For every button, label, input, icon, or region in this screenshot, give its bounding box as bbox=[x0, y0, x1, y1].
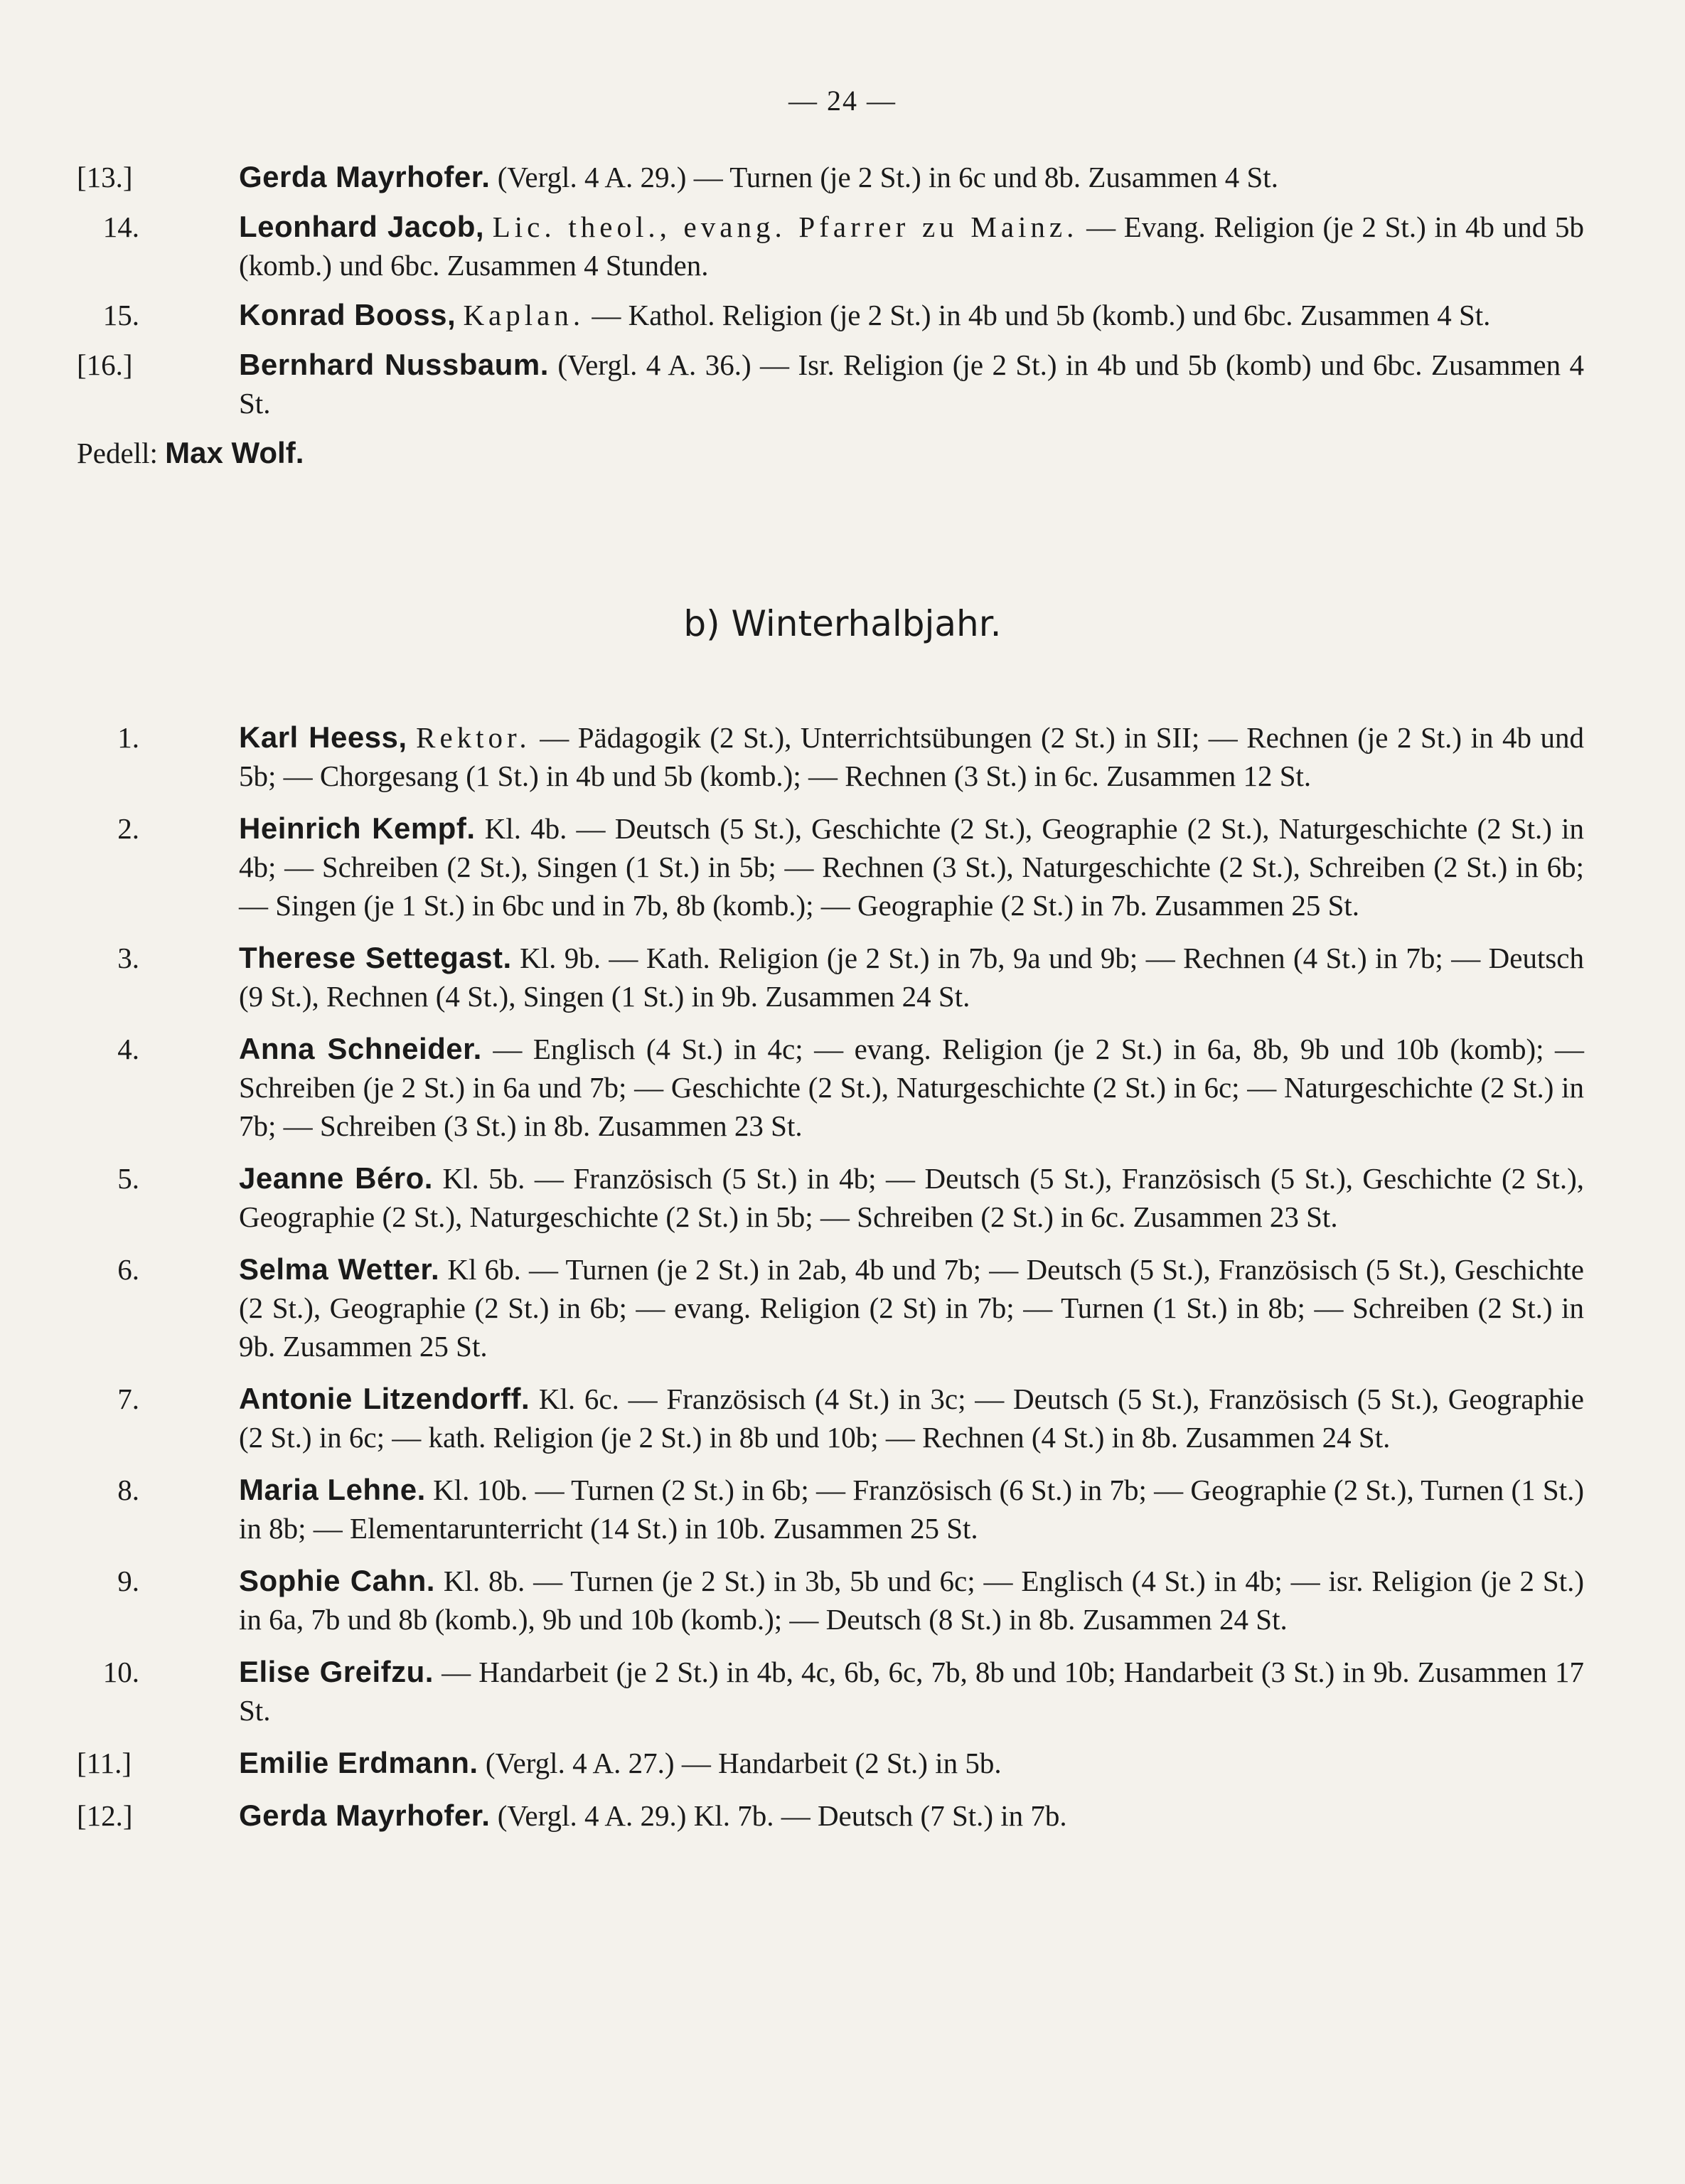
staff-entry bbox=[77, 718, 1584, 795]
staff-name: Heinrich Kempf. bbox=[239, 811, 476, 845]
pedell-line bbox=[77, 434, 1584, 472]
entry-number: [16.] bbox=[77, 348, 133, 381]
staff-entry bbox=[77, 1030, 1584, 1145]
staff-title: Kaplan. bbox=[463, 299, 585, 331]
entry-number: 1. bbox=[117, 721, 139, 754]
staff-name: Jeanne Béro. bbox=[239, 1161, 433, 1195]
staff-entry bbox=[77, 1653, 1584, 1730]
staff-entry bbox=[77, 158, 1584, 196]
staff-duties: — Kathol. Religion (je 2 St.) in 4b und 5b (komb.) und 6bc. Zusammen 4 St. bbox=[592, 299, 1491, 331]
entry-number: 15. bbox=[102, 299, 139, 331]
staff-entry bbox=[77, 809, 1584, 925]
staff-duties: Kl. 8b. — Turnen (je 2 St.) in 3b, 5b und 6c; — Englisch (4 St.) in 4b; — isr. Religion (je 2 St.) in 6a, 7b und 8b (komb.), 9b und 10b (komb.); — Deutsch (8 St.) in 8b. Zusammen 24 St. bbox=[239, 1565, 1585, 1636]
staff-name: Leonhard Jacob, bbox=[239, 210, 485, 243]
staff-name: Karl Heess, bbox=[239, 720, 407, 754]
summer-staff-list bbox=[77, 158, 1584, 472]
staff-name: Elise Greifzu. bbox=[239, 1655, 434, 1688]
staff-entry bbox=[77, 1380, 1584, 1456]
staff-duties: (Vergl. 4 A. 27.) — Handarbeit (2 St.) in 5b. bbox=[485, 1747, 1002, 1779]
winter-staff-list bbox=[77, 718, 1584, 1835]
staff-duties: Kl. 4b. — Deutsch (5 St.), Geschichte (2 St.), Geographie (2 St.), Naturgeschichte (2 St.) in 4b; — Schreiben (2 St.), Singen (1 St.) in 5b; — Rechnen (3 St.), Naturgeschichte (2 St.), Schreiben (2 St.) in 6b; — Singen (je 1 St.) in 6bc und in 7b, 8b (komb.); — Geographie (2 St.) in 7b. Zusammen 25 St. bbox=[239, 812, 1585, 922]
entry-number: 3. bbox=[117, 942, 139, 974]
staff-name: Bernhard Nussbaum. bbox=[239, 348, 549, 381]
staff-name: Emilie Erdmann. bbox=[239, 1746, 478, 1779]
entry-number: 4. bbox=[117, 1033, 139, 1065]
page-number: — 24 — bbox=[788, 85, 897, 117]
staff-entry bbox=[77, 1250, 1584, 1365]
staff-title: Rektor. bbox=[416, 721, 531, 754]
staff-duties: (Vergl. 4 A. 36.) — Isr. Religion (je 2 St.) in 4b und 5b (komb) und 6bc. Zusammen 4 St. bbox=[239, 348, 1585, 420]
staff-entry bbox=[77, 346, 1584, 422]
staff-name: Konrad Booss, bbox=[239, 298, 456, 331]
staff-duties: Kl. 10b. — Turnen (2 St.) in 6b; — Französisch (6 St.) in 7b; — Geographie (2 St.), Turnen (1 St.) in 8b; — Elementarunterricht (14 St.) in 10b. Zusammen 25 St. bbox=[239, 1474, 1584, 1545]
entry-number: 7. bbox=[117, 1383, 139, 1415]
staff-name: Gerda Mayrhofer. bbox=[239, 1799, 491, 1832]
staff-name: Selma Wetter. bbox=[239, 1252, 440, 1286]
entry-number: [12.] bbox=[77, 1799, 133, 1832]
staff-name: Anna Schneider. bbox=[239, 1032, 482, 1065]
staff-duties: (Vergl. 4 A. 29.) Kl. 7b. — Deutsch (7 St.) in 7b. bbox=[497, 1799, 1067, 1832]
entry-number: 5. bbox=[117, 1162, 139, 1195]
staff-entry bbox=[77, 1562, 1584, 1639]
staff-duties: — Pädagogik (2 St.), Unterrichtsübungen (2 St.) in SII; — Rechnen (je 2 St.) in 4b und 5b; — Chorgesang (1 St.) in 4b und 5b (komb.); — Rechnen (3 St.) in 6c. Zusammen 12 St. bbox=[239, 721, 1585, 792]
section-heading: b) Winterhalbjahr. bbox=[683, 603, 1002, 644]
entry-number: 6. bbox=[117, 1253, 139, 1286]
staff-entry bbox=[77, 208, 1584, 284]
entry-number: [13.] bbox=[77, 161, 133, 193]
staff-name: Gerda Mayrhofer. bbox=[239, 160, 491, 193]
staff-duties: Kl. 9b. — Kath. Religion (je 2 St.) in 7b, 9a und 9b; — Rechnen (4 St.) in 7b; — Deutsch (9 St.), Rechnen (4 St.), Singen (1 St.) in 9b. Zusammen 24 St. bbox=[239, 942, 1584, 1013]
entry-number: 10. bbox=[102, 1656, 139, 1688]
entry-number: 8. bbox=[117, 1474, 139, 1506]
staff-name: Maria Lehne. bbox=[239, 1473, 426, 1506]
staff-entry bbox=[77, 296, 1584, 334]
staff-name: Antonie Litzendorff. bbox=[239, 1382, 530, 1415]
staff-duties: Kl. 6c. — Französisch (4 St.) in 3c; — Deutsch (5 St.), Französisch (5 St.), Geographie (2 St.) in 6c; — kath. Religion (je 2 St.) in 8b und 10b; — Rechnen (4 St.) in 8b. Zusammen 24 St. bbox=[239, 1383, 1585, 1454]
staff-entry bbox=[77, 1471, 1584, 1548]
entry-number: 2. bbox=[117, 812, 139, 845]
entry-number: 9. bbox=[117, 1565, 139, 1597]
staff-duties: (Vergl. 4 A. 29.) — Turnen (je 2 St.) in 6c und 8b. Zusammen 4 St. bbox=[497, 161, 1278, 193]
staff-entry bbox=[77, 939, 1584, 1016]
staff-name: Sophie Cahn. bbox=[239, 1564, 435, 1597]
staff-entry bbox=[77, 1744, 1584, 1782]
staff-duties: — Evang. Religion (je 2 St.) in 4b und 5b (komb.) und 6bc. Zusammen 4 Stunden. bbox=[239, 211, 1584, 282]
staff-title: Lic. theol., evang. Pfarrer zu Mainz. bbox=[492, 211, 1079, 243]
entry-number: [11.] bbox=[77, 1747, 132, 1779]
staff-entry bbox=[77, 1159, 1584, 1236]
staff-entry bbox=[77, 1796, 1584, 1835]
staff-duties: — Handarbeit (je 2 St.) in 4b, 4c, 6b, 6c, 7b, 8b und 10b; Handarbeit (3 St.) in 9b. Zusammen 17 St. bbox=[239, 1656, 1585, 1727]
staff-duties: Kl 6b. — Turnen (je 2 St.) in 2ab, 4b und 7b; — Deutsch (5 St.), Französisch (5 St.), Geschichte (2 St.), Geographie (2 St.) in 6b; — evang. Religion (2 St) in 7b; — Turnen (1 St.) in 8b; — Schreiben (2 St.) in 9b. Zusammen 25 St. bbox=[239, 1253, 1585, 1363]
staff-duties: Kl. 5b. — Französisch (5 St.) in 4b; — Deutsch (5 St.), Französisch (5 St.), Geschichte (2 St.), Geographie (2 St.), Naturgeschichte (2 St.) in 5b; — Schreiben (2 St.) in 6c. Zusammen 23 St. bbox=[239, 1162, 1584, 1233]
pedell-label: Pedell: bbox=[77, 437, 158, 469]
staff-duties: — Englisch (4 St.) in 4c; — evang. Religion (je 2 St.) in 6a, 8b, 9b und 10b (komb); — Schreiben (je 2 St.) in 6a und 7b; — Geschichte (2 St.), Naturgeschichte (2 St.) in 6c; — Naturgeschichte (2 St.) in 7b; — Schreiben (3 St.) in 8b. Zusammen 23 St. bbox=[239, 1033, 1585, 1142]
staff-name: Therese Settegast. bbox=[239, 941, 512, 974]
entry-number: 14. bbox=[102, 211, 139, 243]
pedell-name: Max Wolf. bbox=[165, 436, 304, 469]
